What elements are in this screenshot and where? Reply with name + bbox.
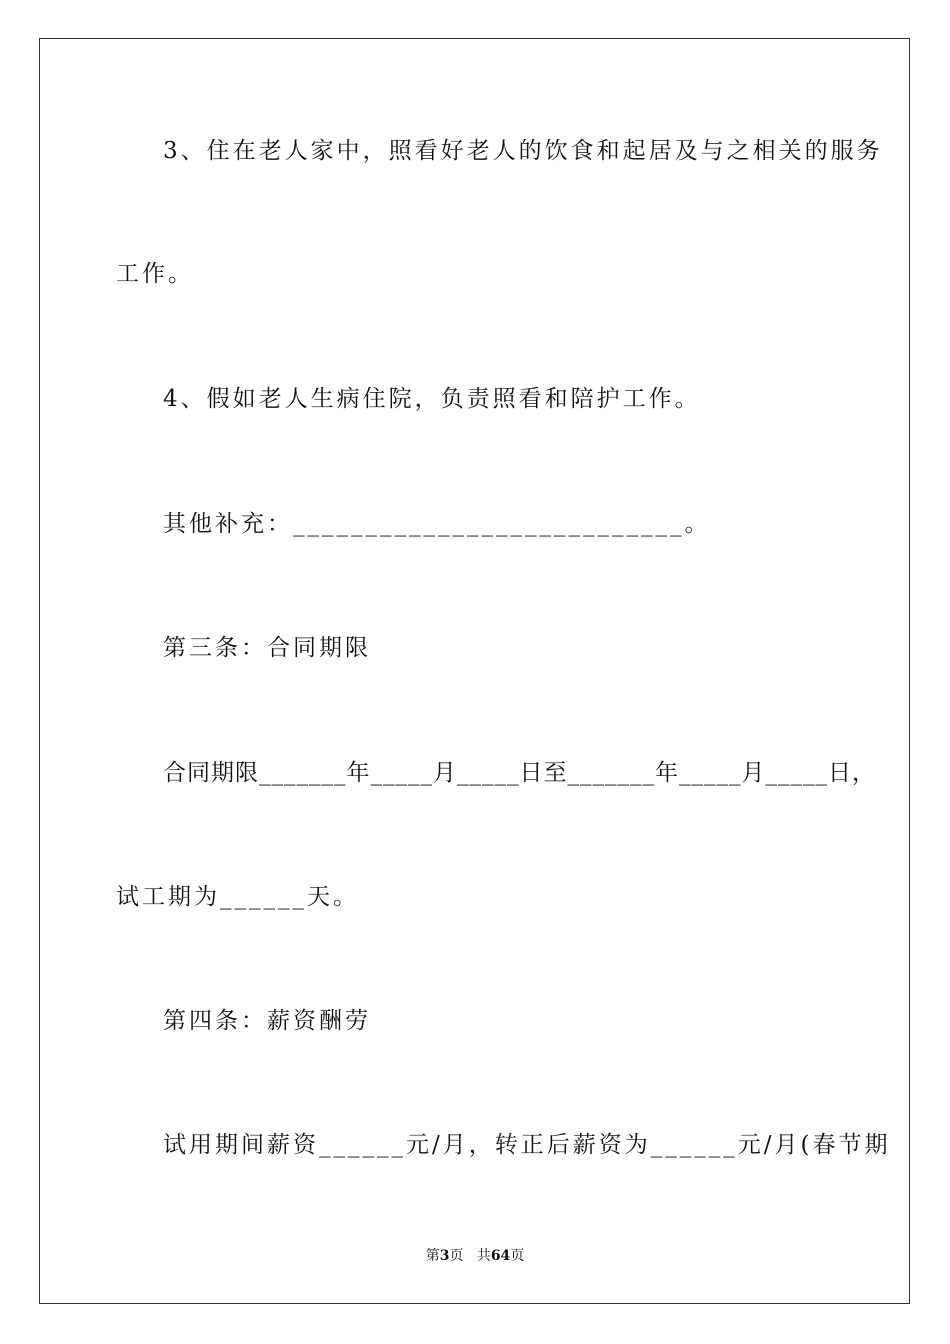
paragraph-care-duties: 3、住在老人家中，照看好老人的饮食和起居及与之相关的服务 — [163, 138, 883, 164]
footer-page-prefix: 第 — [425, 1248, 440, 1264]
footer-page-suffix: 页 — [449, 1248, 464, 1264]
paragraph-hospital-duties: 4、假如老人生病住院，负责照看和陪护工作。 — [163, 386, 701, 412]
paragraph-contract-term: 合同期限_______年_____月_____日至_______年_____月_____日， — [163, 760, 876, 786]
page-footer — [0, 1247, 950, 1265]
footer-total-prefix: 共 — [476, 1248, 491, 1264]
paragraph-care-duties-continued: 工作。 — [116, 261, 194, 287]
footer-total-suffix: 页 — [510, 1248, 525, 1264]
page-border — [39, 38, 910, 1304]
paragraph-other-supplement: 其他补充：___________________________。 — [163, 511, 711, 537]
paragraph-salary: 试用期间薪资______元/月，转正后薪资为______元/月(春节期 — [163, 1132, 891, 1158]
section-heading-contract-term: 第三条：合同期限 — [163, 635, 371, 661]
footer-page-number: 3 — [439, 1248, 450, 1264]
paragraph-trial-period: 试工期为______天。 — [116, 884, 359, 910]
section-heading-salary: 第四条：薪资酬劳 — [163, 1008, 371, 1034]
footer-total-pages: 64 — [490, 1248, 511, 1264]
